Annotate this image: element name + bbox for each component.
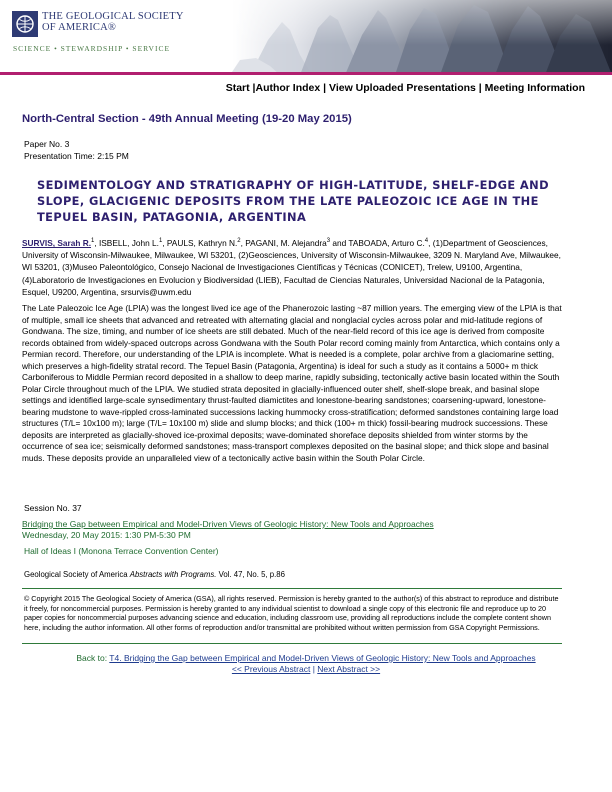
- back-to-session: [0, 653, 612, 663]
- back-prefix: Back to:: [76, 653, 110, 663]
- author-affiliation-sup: 2: [237, 238, 241, 245]
- previous-abstract-link[interactable]: << Previous Abstract: [231, 664, 311, 674]
- citation-journal: Abstracts with Programs.: [129, 570, 217, 579]
- session-room: Hall of Ideas I (Monona Terrace Convention Center): [24, 546, 219, 556]
- author-affiliation-sup: 1: [91, 238, 95, 245]
- citation: [24, 570, 285, 579]
- citation-prefix: Geological Society of America: [24, 570, 130, 579]
- divider-top: [22, 588, 562, 589]
- author-affiliation-sup: 3: [326, 238, 331, 245]
- author-name: and TABOADA, Arturo C.: [330, 238, 425, 248]
- author-name: , PAGANI, M. Alejandra: [240, 238, 327, 248]
- author-name: , ISBELL, John L.: [94, 238, 159, 248]
- author-affiliation-sup: 1: [158, 238, 163, 245]
- author-affiliation-sup: 4: [424, 238, 429, 245]
- top-navigation: [226, 82, 585, 94]
- banner-accent-strip: [0, 72, 612, 75]
- meeting-title: North-Central Section - 49th Annual Meeting (19-20 May 2015): [22, 113, 352, 125]
- org-name-line2: OF AMERICA®: [42, 22, 117, 33]
- abstract-body: The Late Paleozoic Ice Age (LPIA) was the longest lived ice age of the Phanerozoic lasting ~87 million years. The emerging view of the LPIA is that of multiple, small ice sheets that advanced and retreated with alternating glacial and nonglacial cycles across polar and mid-latitude regions of Gondwana. The size, timing, and number of ice sheets are still debated. Much of the near-field record of this ice age is derived from composite records obtained from widely-spaced outcrops across Gondwana with the South Polar record coming mainly from Antarctica, which contains only a Permian record. Therefore, our understanding of the LPIA is incomplete. What is needed is a complete, polar archive from a glaciomarine setting, which preserves a high-fidelity stratal record. The Tepuel Basin (Patagonia, Argentina) is ideal for such a study as it contains a 5000+ m thick Carboniferous to Middle Permian record deposited in a shallow to deep marine, rapidly subsiding, tectonically active basin located within the South Polar Circle throughout much of the LPIA. We studied strata deposited in glacially-influenced outer shelf, shelf-slope break, and basinal slope settings and identified large-scale synsedimentary thrust-faulted diamictites and lonestone-bearing sandstones; coarsening-upward, lonestone-bearing mudstone to wave-rippled cross-laminated successions lacking hummocky cross-stratification; deformed sandstones containing large load structures (T/L= 10x100 m); large (T/L= 10x100 m) slide and slump blocks; and thick (100+ m thick) fossil-bearing mudrock successions. These deposits are interpreted as glacially-shoved ice-proximal deposits; wave-dominated shoreface deposits shielded from winter storms by the occurrence of sea ice; seismically deformed sandstones; mass-transport complexes deposited on the basinal slope; and thick slope and basinal muds. These deposits provide an unparalleled view of a tectonically active basin within the South Polar Circle.: [22, 303, 562, 463]
- session-title-link[interactable]: Bridging the Gap between Empirical and Model-Driven Views of Geologic History: New Tools and Approaches: [22, 519, 434, 529]
- affiliations-text: , (1)Department of Geosciences, University of Wisconsin-Milwaukee, Milwaukee, WI 53201, (2)Geosciences, University of Wisconsin-Milwaukee, 3209 N. Maryland Ave, Milwaukee, WI 53201, (3)Museo Paleontológico, Consejo Nacional de Investigaciones Científicas y Técnicas (CONICET), Trelew, U9100, Argentina, (4)Laboratorio de Investigaciones en Evolucion y Biodiversidad (LIEB), Facultad de Ciencias Naturales, Universidad Nacional de la Patagonia, Esquel, U9200, Argentina, srsurvis@uwm.edu: [22, 238, 561, 297]
- session-number: Session No. 37: [24, 503, 82, 513]
- org-tagline: SCIENCE • STEWARDSHIP • SERVICE: [13, 44, 171, 53]
- abstract-title: SEDIMENTOLOGY AND STRATIGRAPHY OF HIGH-LATITUDE, SHELF-EDGE AND SLOPE, GLACIGENIC DEPOSITS FROM THE LATE PALEOZOIC ICE AGE IN THE TEPUEL BASIN, PATAGONIA, ARGENTINA: [37, 178, 549, 224]
- gsa-globe-logo-icon[interactable]: [12, 11, 38, 37]
- nav-separator: |: [249, 82, 256, 94]
- session-date: Wednesday, 20 May 2015: 1:30 PM-5:30 PM: [22, 530, 191, 540]
- back-to-session-link[interactable]: T4. Bridging the Gap between Empirical and Model-Driven Views of Geologic History: New Tools and Approaches: [109, 653, 536, 663]
- nav-start-link[interactable]: Start: [225, 82, 250, 94]
- presenting-author[interactable]: SURVIS, Sarah R.: [22, 238, 92, 248]
- nav-separator: |: [475, 82, 485, 94]
- org-name-line1: THE GEOLOGICAL SOCIETY: [42, 11, 184, 22]
- paper-number: Paper No. 3: [24, 139, 70, 149]
- pager-separator: |: [310, 664, 318, 674]
- banner-mist: [230, 0, 612, 75]
- copyright-notice: © Copyright 2015 The Geological Society of America (GSA), all rights reserved. Permission is hereby granted to the author(s) of this abstract to reproduce and distribute it freely, for noncommercial purposes. Permission is hereby granted to any individual scientist to download a single copy of this electronic file and reproduce up to 20 paper copies for noncommercial purposes advancing science and education, including classroom use, providing all reproductions include the complete content shown here, including the author information. All other forms of reproduction and/or transmittal are prohibited without written permission from GSA Copyright Permissions.: [24, 594, 559, 632]
- nav-author-index-link[interactable]: Author Index: [255, 82, 321, 94]
- citation-suffix: Vol. 47, No. 5, p.86: [216, 570, 285, 579]
- author-name: , PAULS, Kathryn N.: [162, 238, 238, 248]
- nav-uploaded-presentations-link[interactable]: View Uploaded Presentations: [329, 82, 476, 94]
- author-block: [22, 237, 562, 298]
- nav-separator: |: [320, 82, 330, 94]
- divider-bottom: [22, 643, 562, 644]
- presentation-time: Presentation Time: 2:15 PM: [24, 151, 129, 161]
- abstract-pager: [0, 664, 612, 674]
- nav-meeting-information-link[interactable]: Meeting Information: [484, 82, 585, 94]
- header-banner: [0, 0, 612, 75]
- next-abstract-link[interactable]: Next Abstract >>: [317, 664, 381, 674]
- org-name[interactable]: [42, 11, 184, 33]
